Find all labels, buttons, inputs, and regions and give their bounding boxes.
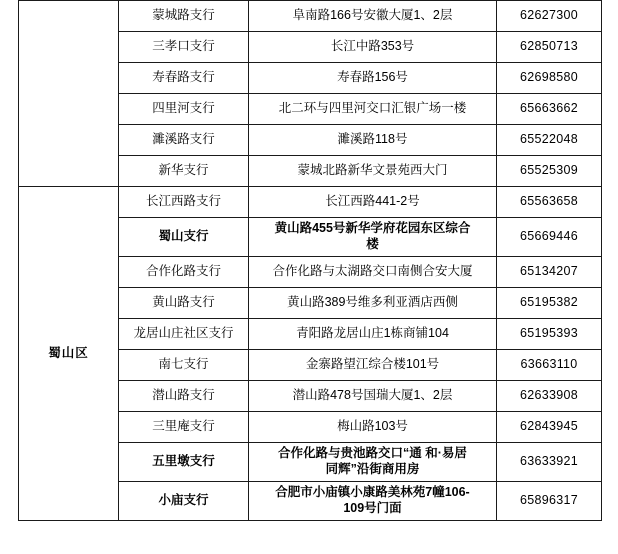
phone-cell: 62698580 <box>497 63 602 94</box>
phone-cell: 65896317 <box>497 482 602 521</box>
address-cell: 北二环与四里河交口汇银广场一楼 <box>249 94 497 125</box>
phone-cell: 65522048 <box>497 125 602 156</box>
phone-cell: 65195393 <box>497 319 602 350</box>
address-cell: 金寨路望江综合楼101号 <box>249 350 497 381</box>
branch-name-cell: 潜山路支行 <box>119 381 249 412</box>
branch-name-cell: 三孝口支行 <box>119 32 249 63</box>
branch-name-cell: 五里墩支行 <box>119 443 249 482</box>
address-line: 合作化路与贵池路交口“通 和·易居 <box>278 446 467 461</box>
address-cell: 长江西路441-2号 <box>249 187 497 218</box>
table-body <box>19 1 602 521</box>
address-line: 109号门面 <box>343 501 402 515</box>
branch-name-cell: 寿春路支行 <box>119 63 249 94</box>
address-line: 黄山路455号新华学府花园东区综合 <box>274 221 471 236</box>
branch-name-cell: 小庙支行 <box>119 482 249 521</box>
table-row <box>19 187 602 218</box>
branch-name-cell: 南七支行 <box>119 350 249 381</box>
phone-cell: 62843945 <box>497 412 602 443</box>
district-cell <box>19 1 119 187</box>
address-cell: 蒙城北路新华文景苑西大门 <box>249 156 497 187</box>
branch-name-cell: 合作化路支行 <box>119 257 249 288</box>
address-cell: 合作化路与太湖路交口南侧合安大厦 <box>249 257 497 288</box>
phone-cell: 65563658 <box>497 187 602 218</box>
address-cell <box>249 218 497 257</box>
branch-name-cell: 长江西路支行 <box>119 187 249 218</box>
branch-name-cell: 新华支行 <box>119 156 249 187</box>
address-line: 楼 <box>366 237 379 251</box>
address-cell: 寿春路156号 <box>249 63 497 94</box>
phone-cell: 65669446 <box>497 218 602 257</box>
phone-cell: 65195382 <box>497 288 602 319</box>
address-cell: 阜南路166号安徽大厦1、2层 <box>249 1 497 32</box>
table-row <box>19 1 602 32</box>
address-line: 合肥市小庙镇小康路美林苑7幢106- <box>275 485 470 500</box>
address-cell: 潜山路478号国瑞大厦1、2层 <box>249 381 497 412</box>
branch-name-cell: 龙居山庄社区支行 <box>119 319 249 350</box>
branch-name-cell: 黄山路支行 <box>119 288 249 319</box>
phone-cell: 62627300 <box>497 1 602 32</box>
address-cell <box>249 443 497 482</box>
address-cell: 黄山路389号维多利亚酒店西侧 <box>249 288 497 319</box>
phone-cell: 65525309 <box>497 156 602 187</box>
branch-name-cell: 蒙城路支行 <box>119 1 249 32</box>
phone-cell: 62850713 <box>497 32 602 63</box>
branch-name-cell: 三里庵支行 <box>119 412 249 443</box>
branch-name-cell: 蜀山支行 <box>119 218 249 257</box>
address-line: 同辉”沿街商用房 <box>325 462 420 476</box>
phone-cell: 63663110 <box>497 350 602 381</box>
phone-cell: 62633908 <box>497 381 602 412</box>
phone-cell: 65663662 <box>497 94 602 125</box>
branch-table <box>18 0 602 521</box>
branch-name-cell: 四里河支行 <box>119 94 249 125</box>
address-cell: 濉溪路118号 <box>249 125 497 156</box>
district-cell: 蜀山区 <box>19 187 119 521</box>
address-cell: 青阳路龙居山庄1栋商铺104 <box>249 319 497 350</box>
address-cell: 长江中路353号 <box>249 32 497 63</box>
address-cell <box>249 482 497 521</box>
branch-name-cell: 濉溪路支行 <box>119 125 249 156</box>
phone-cell: 63633921 <box>497 443 602 482</box>
phone-cell: 65134207 <box>497 257 602 288</box>
address-cell: 梅山路103号 <box>249 412 497 443</box>
